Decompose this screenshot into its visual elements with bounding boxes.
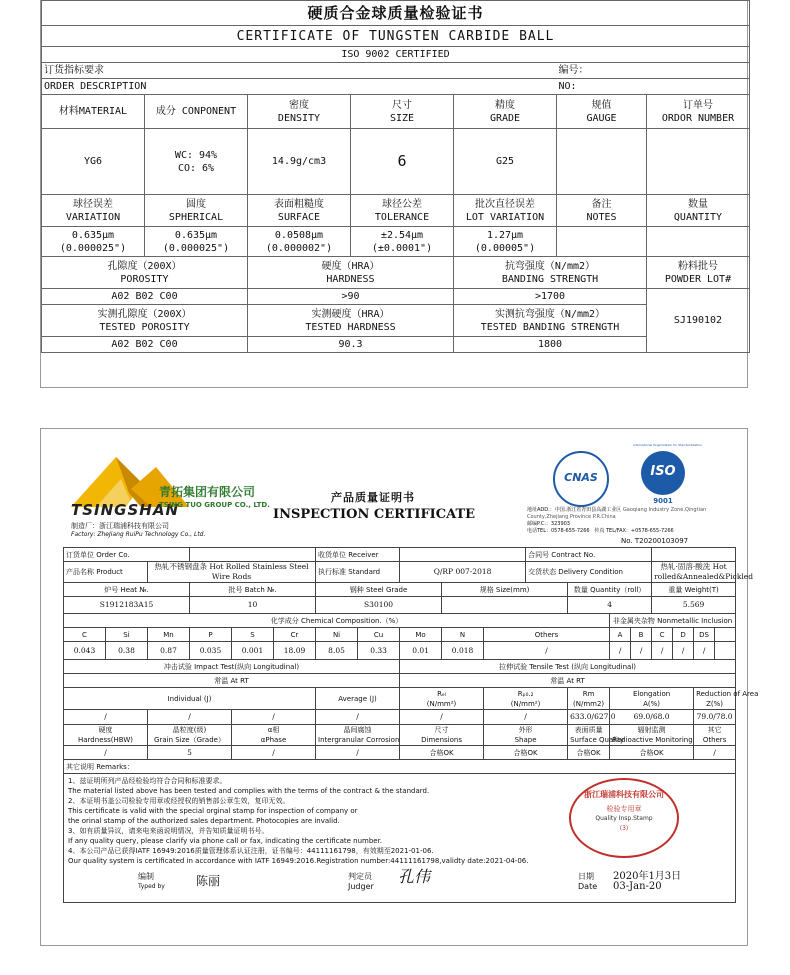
- certificate-header: [41, 429, 749, 547]
- porosity-header: 孔隙度（200X） POROSITY: [42, 257, 248, 289]
- chem-value-cr: 18.09: [274, 642, 316, 660]
- address-block: 地址ADD.：中国.浙江省青田县高湖工业区 Gaoqiang Industry Zone,Qingtian County,Zhejiang Province P.R.China 邮编P.C.：323903 电话TEL：0578-655-7266 传真 TEL/FAX：+0578-655-7266: [527, 507, 707, 534]
- radioactive-value: 合格OK: [610, 746, 694, 760]
- powder-lot-header: 粉料批号 POWDER LOT#: [647, 257, 750, 289]
- tested-hardness-value: 90.3: [248, 337, 454, 353]
- order-desc-en: ORDER DESCRIPTION: [42, 79, 557, 95]
- tested-porosity-value: A02 B02 C00: [42, 337, 248, 353]
- chem-head-mo: Mo: [400, 628, 442, 642]
- size-label: 规格 Size(mm): [442, 583, 568, 597]
- stamp-en: Quality Insp.Stamp: [595, 815, 653, 822]
- inspection-table: [63, 547, 759, 903]
- order-number-header: 订单号 ORDOR NUMBER: [647, 95, 750, 129]
- dimensions-label: 尺寸 Dimensions: [400, 725, 484, 746]
- lot-variation-header: 批次直径误差 LOT VARIATION: [454, 195, 557, 227]
- iso-certified: ISO 9002 CERTIFIED: [42, 47, 750, 63]
- remarks-label: 其它说明 Remarks：: [64, 760, 736, 774]
- remark-line: Our quality system is certificated in accordance with IATF 16949:2016.Registration number:44111161798,validty date:2021-04-06.: [68, 857, 529, 865]
- grain-value: 5: [148, 746, 232, 760]
- no-en: NO:: [557, 79, 750, 95]
- title-zh: 硬质合金球质量检验证书: [42, 1, 750, 26]
- no-zh: 编号：: [557, 63, 750, 79]
- variation-value: 0.635μm (0.000025"): [42, 227, 145, 257]
- rp-label: Rₚ₀.₂ (N/mm²): [484, 688, 568, 710]
- inspection-certificate: [40, 428, 759, 946]
- remark-line: 2、本证明书盖公司检验专用章或经授权的销售部公章生效，复印无效。: [68, 797, 290, 805]
- iso-circle: [641, 451, 685, 495]
- nonmetallic-label: 非金属夹杂物 Nonmetallic Inclusion: [610, 614, 736, 628]
- hardness-label: 硬度 Hardness(HBW): [64, 725, 148, 746]
- receiver-label: 收货单位 Receiver: [316, 548, 400, 562]
- chem-value-p: 0.035: [190, 642, 232, 660]
- others-label: 其它 Others: [694, 725, 736, 746]
- product-label: 产品名称 Product: [64, 562, 148, 583]
- chem-head-c: C: [64, 628, 106, 642]
- dimensions-value: 合格OK: [400, 746, 484, 760]
- order-number-value: [647, 129, 750, 195]
- batch-label: 批号 Batch №.: [190, 583, 316, 597]
- spherical-value: 0.635μm (0.000025"): [145, 227, 248, 257]
- maker-zh: 制造厂：浙江瑞浦科技有限公司: [71, 522, 169, 530]
- surface-label: 表面质量 Surface Quality: [568, 725, 610, 746]
- tested-banding-value: 1800: [454, 337, 647, 353]
- component-header: 成分 CONPONENT: [145, 95, 248, 129]
- impact-rt-label: 常温 At RT: [64, 674, 400, 688]
- alpha-value: /: [232, 746, 316, 760]
- typed-label: 编制 Typed by: [138, 872, 165, 890]
- batch-value: 10: [190, 597, 316, 614]
- component-value: WC: 94% CO: 6%: [145, 129, 248, 195]
- nonmetal-value-a: /: [610, 642, 631, 660]
- stamp-num: (3): [619, 825, 629, 832]
- average-label: Average (J): [316, 688, 400, 710]
- others-value: /: [694, 746, 736, 760]
- order-desc-zh: 订货指标要求: [42, 63, 557, 79]
- heat-value: S1912183A15: [64, 597, 190, 614]
- notes-header: 备注 NOTES: [557, 195, 647, 227]
- chem-value-mn: 0.87: [148, 642, 190, 660]
- tensile-rt-label: 常温 At RT: [400, 674, 736, 688]
- rel-label: Rₑₗ (N/mm²): [400, 688, 484, 710]
- delivery-value: 热轧·固溶·酸洗 Hot rolled&Annealed&Pickled: [652, 562, 736, 583]
- remark-line: 3、如有质量异议，请来电来函说明情况，并告知质量证明书号。: [68, 827, 269, 835]
- nonmetal-value-d: /: [673, 642, 694, 660]
- iso-number: 9001: [653, 497, 673, 505]
- carbide-ball-certificate: [40, 0, 748, 388]
- individual-3: /: [232, 710, 316, 725]
- remark-line: If any quality query, please clarify via phone call or fax, indicating the certificate number.: [68, 837, 383, 845]
- title-en: CERTIFICATE OF TUNGSTEN CARBIDE BALL: [42, 26, 750, 47]
- material-header: 材料MATERIAL: [42, 95, 145, 129]
- stamp-mid: 检验专用章: [606, 805, 642, 813]
- contract-label: 合同号 Contract No.: [526, 548, 652, 562]
- remark-line: This certificate is valid with the special orginal stamp for inspection of company or: [68, 807, 358, 815]
- gauge-header: 规值 GAUGE: [557, 95, 647, 129]
- company-name-en: TSING TUO GROUP CO., LTD.: [159, 501, 270, 509]
- size-value: 6: [351, 129, 454, 195]
- shape-value: 合格OK: [484, 746, 568, 760]
- rm-label: Rm (N/mm2): [568, 688, 610, 710]
- remark-line: 4、本公司产品已获得IATF 16949:2016质量管理体系认证注册，证书编号：44111161798，有效期至2021-01-06.: [68, 847, 434, 855]
- size-header: 尺寸 SIZE: [351, 95, 454, 129]
- remark-line: 1、兹证明所列产品经检验均符合合同和标准要求。: [68, 777, 227, 785]
- cnas-label: CNAS: [564, 471, 598, 484]
- nonmetal-head-b: B: [631, 628, 652, 642]
- iso-label: ISO: [650, 464, 676, 479]
- quantity-value: [647, 227, 750, 257]
- remarks-body: [64, 774, 736, 903]
- weight-value: 5.569: [652, 597, 736, 614]
- chem-head-others: Others: [484, 628, 610, 642]
- material-value: YG6: [42, 129, 145, 195]
- chem-spacer: [715, 628, 736, 642]
- iso-badge: [633, 443, 702, 511]
- steel-label: 钢种 Steel Grade: [316, 583, 442, 597]
- nonmetal-value-b: /: [631, 642, 652, 660]
- remark-line: The material listed above has been tested and complies with the terms of the contract & the standard.: [68, 787, 430, 795]
- title-zh: 产品质量证明书: [331, 491, 415, 504]
- individual-1: /: [64, 710, 148, 725]
- nonmetal-head-a: A: [610, 628, 631, 642]
- chem-head-cu: Cu: [358, 628, 400, 642]
- nonmetal-head-d: D: [673, 628, 694, 642]
- order-co-value: [190, 548, 316, 562]
- lot-variation-value: 1.27μm (0.00005"): [454, 227, 557, 257]
- intergranular-value: /: [316, 746, 400, 760]
- nonmetal-value-ds: /: [694, 642, 715, 660]
- variation-header: 球径误差 VARIATION: [42, 195, 145, 227]
- chem-value-others: /: [484, 642, 610, 660]
- standard-label: 执行标准 Standard: [316, 562, 400, 583]
- chem-head-ni: Ni: [316, 628, 358, 642]
- quantity-value: 4: [568, 597, 652, 614]
- grain-label: 晶粒度(级) Grain Size（Grade）: [148, 725, 232, 746]
- individual-label: Individual (J): [64, 688, 316, 710]
- tested-porosity-header: 实测孔隙度（200X） TESTED POROSITY: [42, 305, 248, 337]
- cnas-badge: [553, 451, 609, 507]
- reduction-label: Reduction of Area Z(%): [694, 688, 736, 710]
- date-label: 日期 Date: [578, 872, 598, 891]
- hardness-value: >90: [248, 289, 454, 305]
- chem-head-p: P: [190, 628, 232, 642]
- tolerance-value: ±2.54μm (±0.0001"): [351, 227, 454, 257]
- chem-value-n: 0.018: [442, 642, 484, 660]
- surface-value: 合格OK: [568, 746, 610, 760]
- certificate-table: [41, 0, 750, 353]
- chem-head-row: [64, 628, 736, 642]
- chem-head-n: N: [442, 628, 484, 642]
- remark-line: the orinal stamp of the authorized sales department. Photocopies are invalid.: [68, 817, 340, 825]
- tensile-test-label: 拉伸试验 Tensile Test (纵向 Longitudinal): [400, 660, 736, 674]
- alpha-label: α相 αPhase: [232, 725, 316, 746]
- average-value: /: [316, 710, 400, 725]
- contract-value: [652, 548, 736, 562]
- elongation-value: 69.0/68.0: [610, 710, 694, 725]
- chem-head-si: Si: [106, 628, 148, 642]
- banding-value: >1700: [454, 289, 647, 305]
- title-en: INSPECTION CERTIFICATE: [273, 507, 476, 522]
- nonmetal-head-c: C: [652, 628, 673, 642]
- intergranular-label: 晶间腐蚀 Intergranular Corrosion: [316, 725, 400, 746]
- grade-value: G25: [454, 129, 557, 195]
- density-header: 密度 DENSITY: [248, 95, 351, 129]
- quality-stamp: [569, 778, 679, 858]
- density-value: 14.9g/cm3: [248, 129, 351, 195]
- chem-value-mo: 0.01: [400, 642, 442, 660]
- individual-2: /: [148, 710, 232, 725]
- impact-test-label: 冲击试验 Impact Test(纵向 Longitudinal): [64, 660, 400, 674]
- product-value: 热轧不锈钢盘条 Hot Rolled Stainless Steel Wire Rods: [148, 562, 316, 583]
- surface-value: 0.0508μm (0.000002"): [248, 227, 351, 257]
- tested-hardness-header: 实测硬度（HRA） TESTED HARDNESS: [248, 305, 454, 337]
- gauge-value: [557, 129, 647, 195]
- chem-head-cr: Cr: [274, 628, 316, 642]
- steel-value: S30100: [316, 597, 442, 614]
- standard-value: Q/RP 007-2018: [400, 562, 526, 583]
- inspection-table-wrap: [63, 547, 759, 903]
- judger-signature: 孔伟: [398, 867, 431, 886]
- nonmetal-value-c: /: [652, 642, 673, 660]
- hardness-header: 硬度（HRA） HARDNESS: [248, 257, 454, 289]
- chem-head-mn: Mn: [148, 628, 190, 642]
- elongation-label: Elongation A(%): [610, 688, 694, 710]
- tested-banding-header: 实测抗弯强度（N/mm2） TESTED BANDING STRENGTH: [454, 305, 647, 337]
- weight-label: 重量 Weight(T): [652, 583, 736, 597]
- chem-spacer: [715, 642, 736, 660]
- nonmetal-head-ds: DS: [694, 628, 715, 642]
- hardness-value: /: [64, 746, 148, 760]
- typed-by-value: 陈丽: [196, 874, 221, 888]
- rel-value: /: [400, 710, 484, 725]
- chem-head-s: S: [232, 628, 274, 642]
- heat-label: 炉号 Heat №.: [64, 583, 190, 597]
- surface-header: 表面粗糙度 SURFACE: [248, 195, 351, 227]
- size-value: [442, 597, 568, 614]
- radioactive-label: 辐射监测 Radioactive Monitoring: [610, 725, 694, 746]
- tolerance-header: 球径公差 TOLERANCE: [351, 195, 454, 227]
- tsingshan-logo-icon: [71, 449, 191, 509]
- receiver-value: [400, 548, 526, 562]
- rp-value: /: [484, 710, 568, 725]
- order-co-label: 订货单位 Order Co.: [64, 548, 190, 562]
- quantity-header: 数量 QUANTITY: [647, 195, 750, 227]
- certificate-number: No. T20200103097: [621, 537, 689, 545]
- rm-value: 633.0/627.0: [568, 710, 610, 725]
- judger-label: 判定员 Judger: [348, 872, 374, 891]
- shape-label: 外形 Shape: [484, 725, 568, 746]
- chem-value-cu: 0.33: [358, 642, 400, 660]
- grade-header: 精度 GRADE: [454, 95, 557, 129]
- logo-word: TSINGSHAN: [71, 501, 180, 519]
- iso-ring-text: International Organization for Standardization: [633, 443, 702, 447]
- spherical-header: 圆度 SPHERICAL: [145, 195, 248, 227]
- porosity-value: A02 B02 C00: [42, 289, 248, 305]
- quantity-label: 数量 Quantity（roll）: [568, 583, 652, 597]
- reduction-value: 79.0/78.0: [694, 710, 736, 725]
- chemical-composition-label: 化学成分 Chemical Composition.（%）: [64, 614, 610, 628]
- notes-value: [557, 227, 647, 257]
- date-value: 2020年1月3日 03-Jan-20: [613, 871, 682, 892]
- chem-value-row: [64, 642, 736, 660]
- chem-value-ni: 8.05: [316, 642, 358, 660]
- signature-row: [68, 867, 731, 900]
- maker-en: Factory: ZheJiang RuiPu Technology Co., Ltd.: [71, 531, 206, 538]
- banding-header: 抗弯强度（N/mm2） BANDING STRENGTH: [454, 257, 647, 289]
- chem-value-si: 0.38: [106, 642, 148, 660]
- powder-lot-value: SJ190102: [647, 289, 750, 353]
- delivery-label: 交货状态 Delivery Condition: [526, 562, 652, 583]
- chem-value-s: 0.001: [232, 642, 274, 660]
- stamp-name: 浙江瑞浦科技有限公司: [584, 790, 664, 799]
- chem-value-c: 0.043: [64, 642, 106, 660]
- company-name-zh: 青拓集团有限公司: [159, 485, 256, 499]
